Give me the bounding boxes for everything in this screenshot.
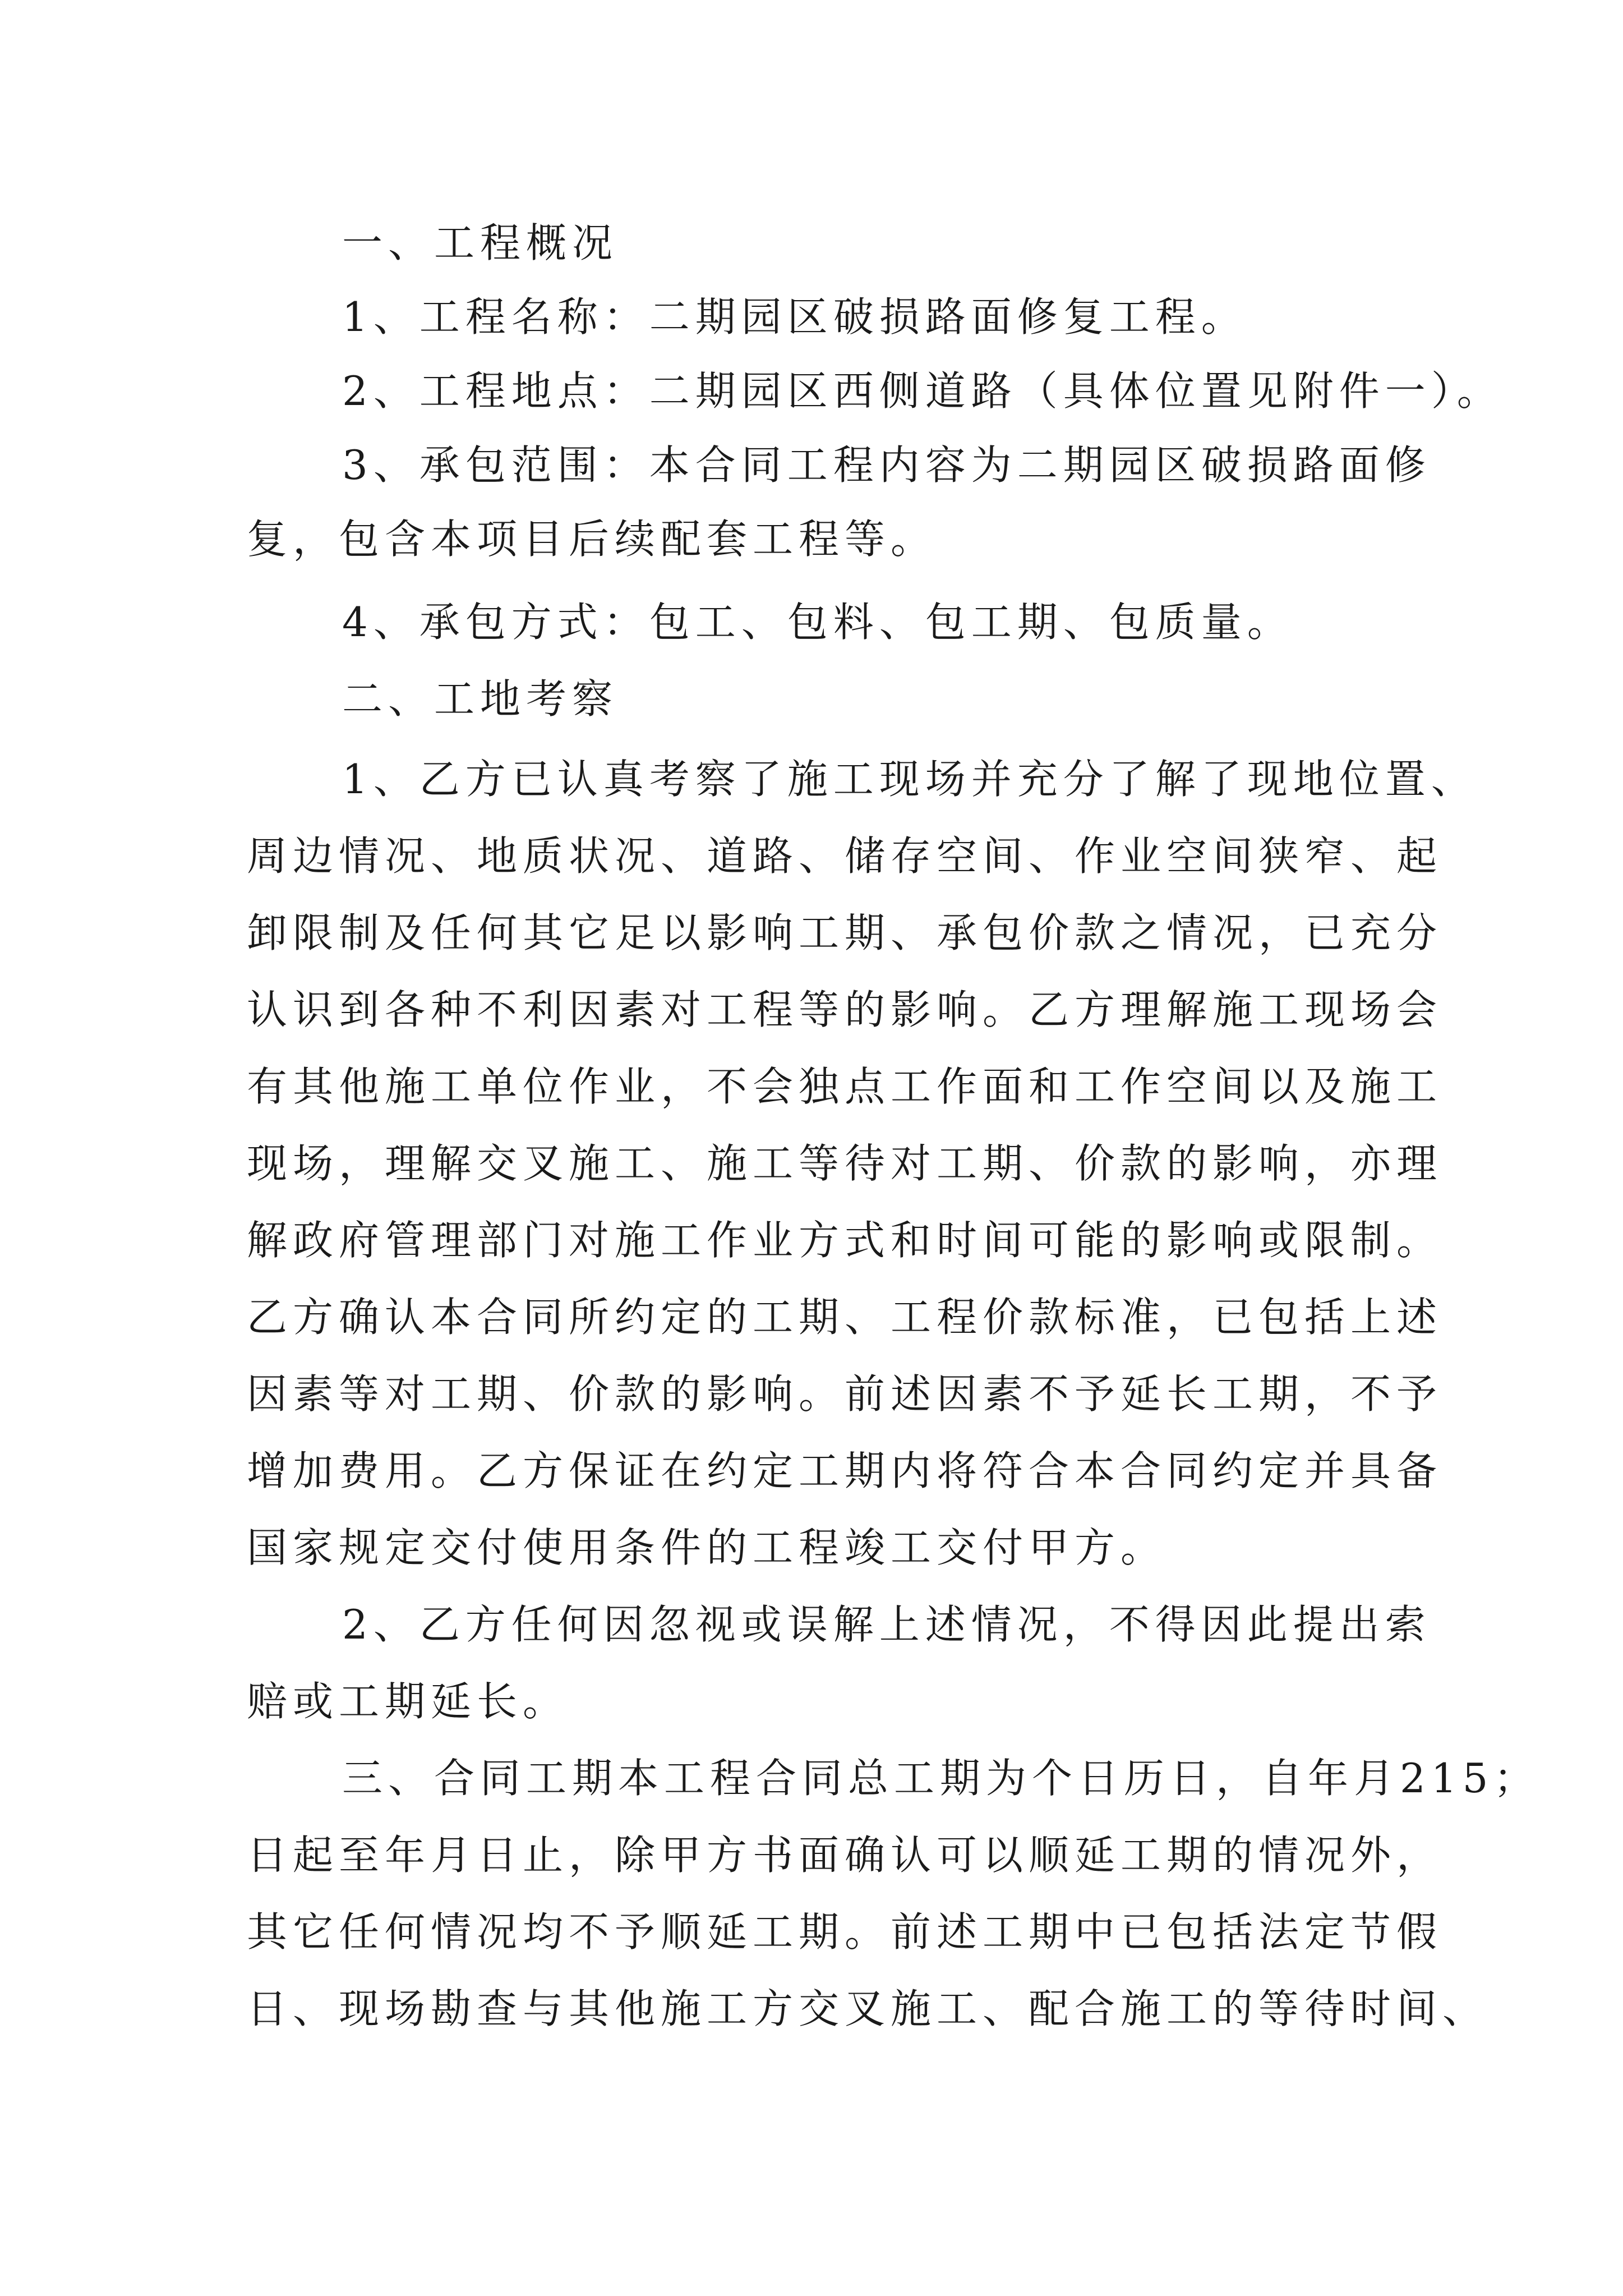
paragraph-line: 认识到各种不利因素对工程等的影响。乙方理解施工现场会 — [247, 986, 1443, 1033]
paragraph-line: 2、工程地点：二期园区西侧道路（具体位置见附件一）。 — [342, 367, 1503, 415]
paragraph-line: 3、承包范围：本合同工程内容为二期园区破损路面修 — [342, 441, 1431, 489]
paragraph-line: 4、承包方式：包工、包料、包工期、包质量。 — [342, 599, 1293, 646]
paragraph-line: 1、工程名称：二期园区破损路面修复工程。 — [342, 293, 1247, 341]
paragraph-line: 其它任何情况均不予顺延工期。前述工期中已包括法定节假 — [247, 1908, 1443, 1955]
paragraph-line: 现场，理解交叉施工、施工等待对工期、价款的影响，亦理 — [247, 1140, 1443, 1187]
paragraph-line: 有其他施工单位作业，不会独点工作面和工作空间以及施工 — [247, 1063, 1443, 1110]
paragraph-line: 卸限制及任何其它足以影响工期、承包价款之情况，已充分 — [247, 909, 1443, 956]
paragraph-line: 赔或工期延长。 — [247, 1678, 569, 1725]
paragraph-line: 日、现场勘查与其他施工方交叉施工、配合施工的等待时间、 — [247, 1985, 1489, 2032]
paragraph-line: 2、乙方任何因忽视或误解上述情况，不得因此提出索 — [342, 1601, 1431, 1648]
paragraph-line: 复，包含本项目后续配套工程等。 — [247, 516, 937, 563]
section-heading-2: 二、工地考察 — [342, 675, 619, 723]
paragraph-line: 乙方确认本合同所约定的工期、工程价款标准，已包括上述 — [247, 1294, 1443, 1341]
paragraph-line: 增加费用。乙方保证在约定工期内将符合本合同约定并具备 — [247, 1447, 1443, 1494]
paragraph-line: 解政府管理部门对施工作业方式和时间可能的影响或限制。 — [247, 1217, 1443, 1264]
paragraph-line: 国家规定交付使用条件的工程竣工交付甲方。 — [247, 1524, 1167, 1571]
paragraph-line: 日起至年月日止，除甲方书面确认可以顺延工期的情况外， — [247, 1832, 1443, 1879]
paragraph-line: 因素等对工期、价款的影响。前述因素不予延长工期，不予 — [247, 1370, 1443, 1418]
section-heading-1: 一、工程概况 — [342, 219, 619, 266]
paragraph-line: 周边情况、地质状况、道路、储存空间、作业空间狭窄、起 — [247, 832, 1443, 880]
section-heading-3: 三、合同工期本工程合同总工期为个日历日，自年月215； — [342, 1755, 1540, 1802]
paragraph-line: 1、乙方已认真考察了施工现场并充分了解了现地位置、 — [342, 756, 1477, 803]
